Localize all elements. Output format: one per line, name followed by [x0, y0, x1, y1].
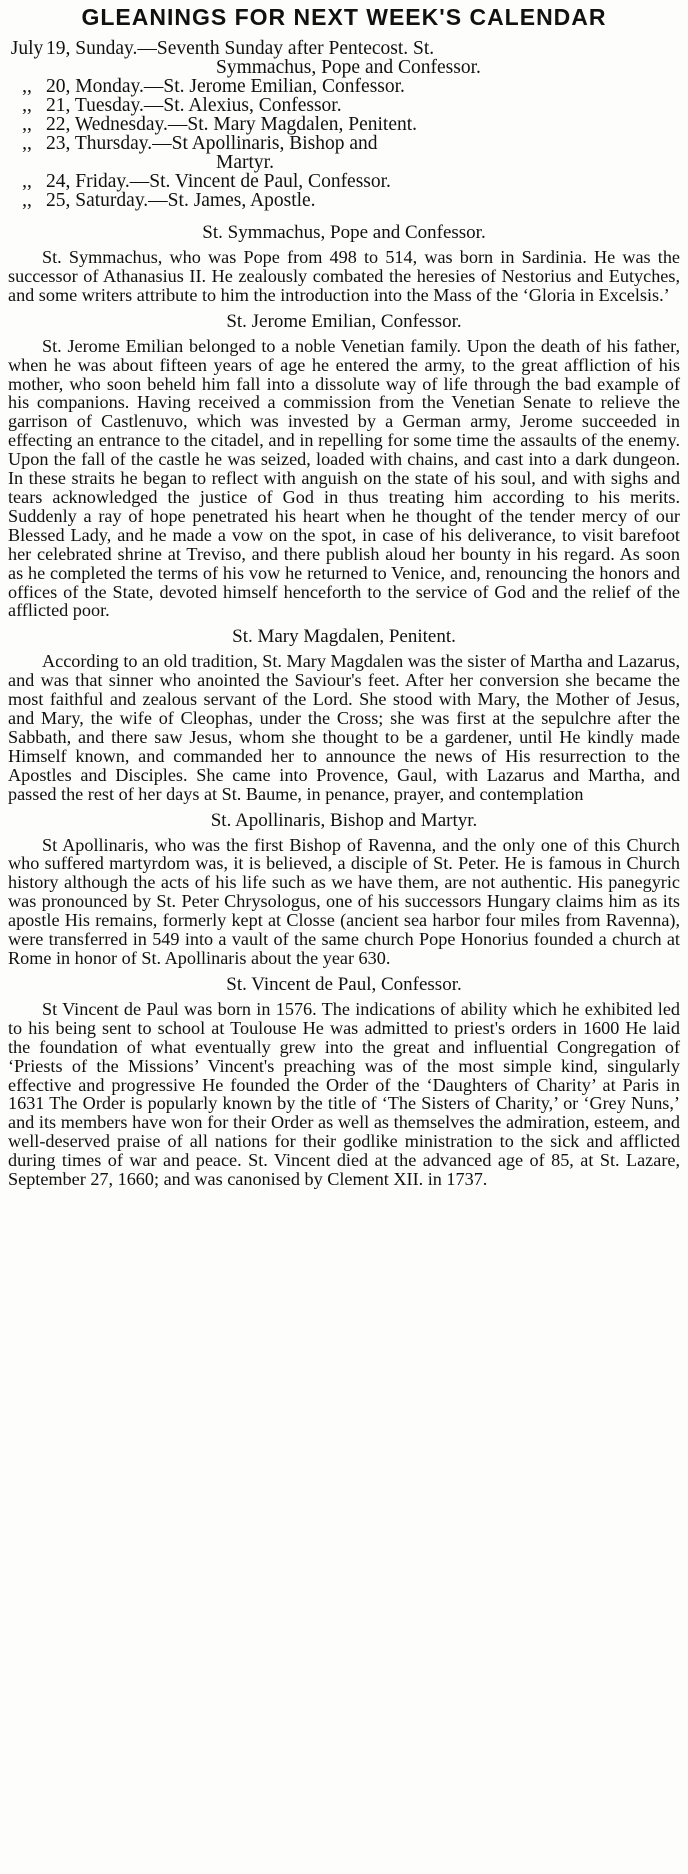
section-heading: St. Vincent de Paul, Confessor. [226, 973, 462, 995]
calendar-entry [8, 77, 680, 96]
section-heading: St. Jerome Emilian, Confessor. [226, 310, 462, 332]
calendar-entry-text: 21, Tuesday.—St. Alexius, Confessor. [46, 95, 342, 116]
calendar-entry-text: Martyr. [216, 152, 274, 173]
calendar-entry [8, 134, 680, 153]
page-title: GLEANINGS FOR NEXT WEEK'S CALENDAR [81, 4, 607, 30]
section-heading: St. Apollinaris, Bishop and Martyr. [210, 809, 478, 831]
calendar-entry [8, 115, 680, 134]
calendar-entry-text: 24, Friday.—St. Vincent de Paul, Confessor. [46, 171, 391, 192]
calendar-date-mark: ,, [22, 76, 32, 97]
calendar-entry-text: Symmachus, Pope and Confessor. [216, 57, 481, 78]
calendar-entry-text: 19, Sunday.—Seventh Sunday after Pentecost. St. [46, 38, 435, 59]
calendar-date-mark: ,, [22, 95, 32, 116]
section-symmachus [8, 222, 680, 305]
section-apollinaris [8, 810, 680, 968]
calendar-entry-text: 20, Monday.—St. Jerome Emilian, Confessor. [46, 76, 405, 97]
calendar-date-mark: ,, [22, 133, 32, 154]
section-body: St Vincent de Paul was born in 1576. The indications of ability which he exhibited led to his being sent to school at Toulouse He was admitted to priest's orders in 1600 He laid the foundation of what eventually grew into the great and influential Congregation of ‘Priests of the Missions’ Vincent's preaching was of the most simple kind, singularly effective and progressive He founded the Order of the ‘Daughters of Charity’ at Paris in 1631 The Order is popularly known by the title of ‘The Sisters of Charity,’ or ‘Grey Nuns,’ and its members have won for their Order as well as themselves the admiration, esteem, and well-deserved praise of all nations for their godlike ministration to the sick and afflicted during times of war and peace. St. Vincent died at the advanced age of 85, at St. Lazare, September 27, 1660; and was canonised by Clement XII. in 1737. [8, 998, 680, 1190]
calendar-date-mark: ,, [22, 114, 32, 135]
section-body: According to an old tradition, St. Mary Magdalen was the sister of Martha and Lazarus, and was that sinner who anointed the Saviour's feet. After her conversion she became the most faithful and zealous servant of the Lord. She stood with Mary, the Mother of Jesus, and Mary, the wife of Cleophas, under the Cross; she was first at the sepulchre after the Sabbath, and there saw Jesus, whom she thought to be a gardener, until He kindly made Himself known, and commanded her to announce the news of His resurrection to the Apostles and Disciples. She came into Provence, Gaul, with Lazarus and Martha, and passed the rest of her days at St. Baume, in penance, prayer, and contemplation [8, 651, 680, 804]
calendar-entry-text: 25, Saturday.—St. James, Apostle. [46, 190, 316, 211]
calendar-entry-continuation [8, 153, 680, 172]
section-mary-magdalen [8, 626, 680, 803]
calendar-entry [8, 172, 680, 191]
calendar-entry [8, 39, 680, 58]
calendar-entry [8, 96, 680, 115]
section-heading: St. Mary Magdalen, Penitent. [232, 626, 456, 648]
calendar-date-mark: July [10, 38, 44, 59]
section-jerome-emilian [8, 311, 680, 621]
calendar-list [8, 39, 680, 210]
section-body: St. Symmachus, who was Pope from 498 to 514, was born in Sardinia. He was the successor of Athanasius II. He zealously combated the heresies of Nestorius and Eutyches, and some writers attribute to him the introduction into the Mass of the ‘Gloria in Excelsis.’ [8, 247, 680, 305]
section-vincent-de-paul [8, 974, 680, 1189]
section-body: St Apollinaris, who was the first Bishop of Ravenna, and the only one of this Church who suffered martyrdom was, it is believed, a disciple of St. Peter. He is famous in Church history although the acts of his life such as we have them, are not authentic. His panegyric was pronounced by St. Peter Chrysologus, one of his successors Hungary claims him as its apostle His remains, formerly kept at Closse (ancient sea harbor four miles from Ravenna), were transferred in 549 into a vault of the same church Pope Honorius founded a church at Rome in honor of St. Apollinaris about the year 630. [8, 834, 680, 968]
section-body: St. Jerome Emilian belonged to a noble Venetian family. Upon the death of his father, when he was about fifteen years of age he entered the army, to the great affliction of his mother, who soon beheld him fall into a dissolute way of life through the bad example of his companions. Having received a commission from the Venetian Senate to relieve the garrison of Castlenuvo, which was invested by a German army, Jerome succeeded in effecting an entrance to the citadel, and in repelling for some time the assaults of the enemy. Upon the fall of the castle he was seized, loaded with chains, and cast into a dark dungeon. In these straits he began to reflect with anguish on the state of his soul, and with sighs and tears acknowledged the justice of God in thus treating him according to his merits. Suddenly a ray of hope penetrated his heart when he thought of the tender mercy of our Blessed Lady, and he made a vow on the spot, in case of his deliverance, to visit barefoot her celebrated shrine at Treviso, and there publish aloud her bounty in his regard. As soon as he completed the terms of his vow he returned to Venice, and, renouncing the honors and offices of the State, devoted himself henceforth to the service of God and the relief of the afflicted poor. [8, 335, 680, 621]
section-heading: St. Symmachus, Pope and Confessor. [202, 222, 486, 243]
calendar-date-mark: ,, [22, 190, 32, 211]
calendar-entry-text: 23, Thursday.—St Apollinaris, Bishop and [46, 133, 378, 154]
calendar-entry-continuation [8, 58, 680, 77]
calendar-date-mark: ,, [22, 171, 32, 192]
calendar-entry [8, 191, 680, 210]
calendar-entry-text: 22, Wednesday.—St. Mary Magdalen, Penitent. [46, 114, 418, 135]
